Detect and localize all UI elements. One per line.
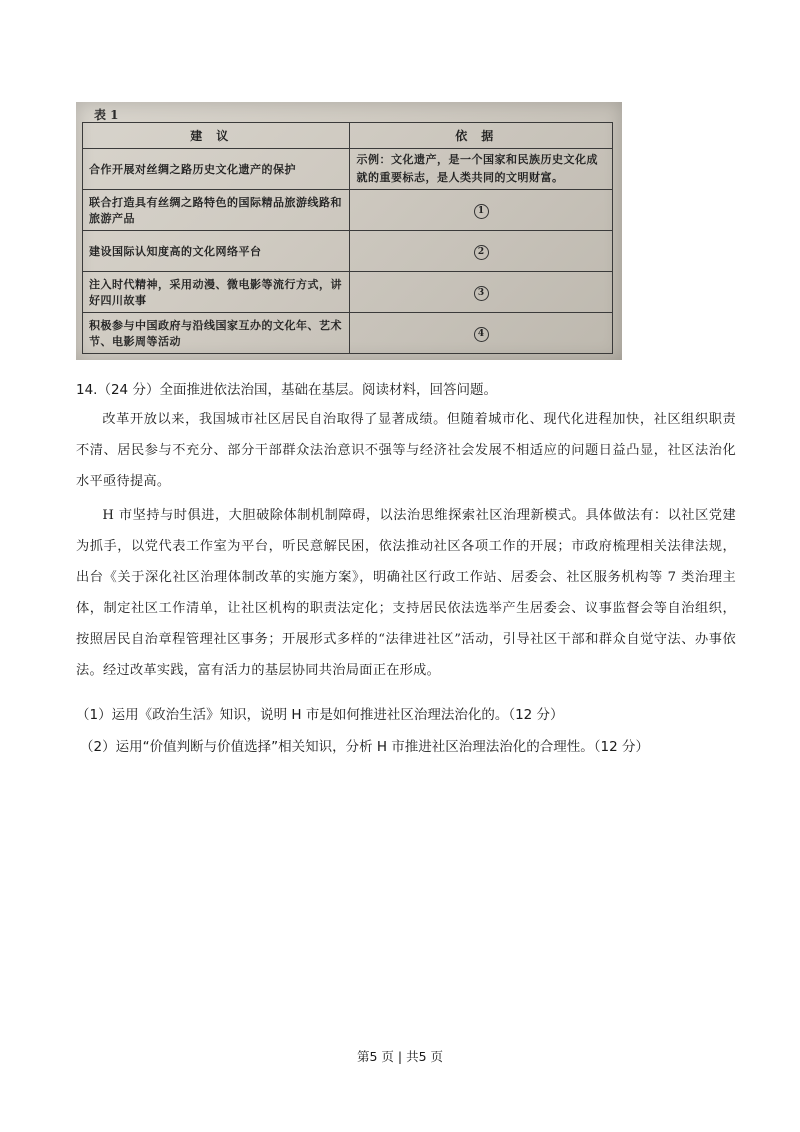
basis-cell xyxy=(350,272,613,313)
sub-question-1: （1）运用《政治生活》知识，说明 H 市是如何推进社区治理法治化的。（12 分） xyxy=(76,707,564,723)
suggestion-cell: 积极参与中国政府与沿线国家互办的文化年、艺术节、电影周等活动 xyxy=(83,313,350,354)
basis-cell xyxy=(350,313,613,354)
suggestion-cell: 合作开展对丝绸之路历史文化遗产的保护 xyxy=(83,149,350,190)
material-paragraph-2: H 市坚持与时俱进，大胆破除体制机制障碍，以法治思维探索社区治理新模式。具体做法有：以社区党建为抓手，以党代表工作室为平台，听民意解民困，依法推动社区各项工作的开展；市政府梳理相关法律法规，出台《关于深化社区治理体制改革的实施方案》，明确社区行政工作站、居委会、社区服务机构等 7 类治理主体，制定社区工作清单，让社区机构的职责法定化；支持居民依法选举产生居委会、议事监督会等自治组织，按照居民自治章程管理社区事务；开展形式多样的“法律进社区”活动，引导社区干部和群众自觉守法、办事依法。经过改革实践，富有活力的基层协同共治局面正在形成。 xyxy=(76,508,736,678)
table-caption: 表 1 xyxy=(94,108,119,122)
suggestion-cell: 建设国际认知度高的文化网络平台 xyxy=(83,231,350,272)
suggestion-basis-table xyxy=(82,122,613,354)
material-paragraph-1: 改革开放以来，我国城市社区居民自治取得了显著成绩。但随着城市化、现代化进程加快，社区组织职责不清、居民参与不充分、部分干部群众法治意识不强等与经济社会发展不相适应的问题日益凸显，社区法治化水平亟待提高。 xyxy=(76,412,736,489)
basis-cell xyxy=(350,231,613,272)
blank-marker: 3 xyxy=(474,286,489,301)
table-row xyxy=(83,272,613,313)
page-footer: 第5 页 | 共5 页 xyxy=(356,1049,443,1064)
blank-marker: 4 xyxy=(474,327,489,342)
basis-cell-example: 示例：文化遗产，是一个国家和民族历史文化成就的重要标志，是人类共同的文明财富。 xyxy=(350,149,613,190)
blank-marker: 1 xyxy=(474,204,489,219)
table-header-row xyxy=(83,123,613,149)
table-row xyxy=(83,149,613,190)
table-row xyxy=(83,190,613,231)
question-header: 14.（24 分）全面推进依法治国，基础在基层。阅读材料，回答问题。 xyxy=(76,382,497,398)
suggestion-cell: 联合打造具有丝绸之路特色的国际精品旅游线路和旅游产品 xyxy=(83,190,350,231)
sub-question-2: （2）运用“价值判断与价值选择”相关知识，分析 H 市推进社区治理法治化的合理性。（12 分） xyxy=(80,739,650,755)
table-row xyxy=(83,313,613,354)
blank-marker: 2 xyxy=(474,245,489,260)
header-suggestion: 建议 xyxy=(83,123,350,149)
scanned-table-image xyxy=(76,102,622,360)
header-basis: 依据 xyxy=(350,123,613,149)
basis-cell xyxy=(350,190,613,231)
suggestion-cell: 注入时代精神，采用动漫、微电影等流行方式，讲好四川故事 xyxy=(83,272,350,313)
table-row xyxy=(83,231,613,272)
